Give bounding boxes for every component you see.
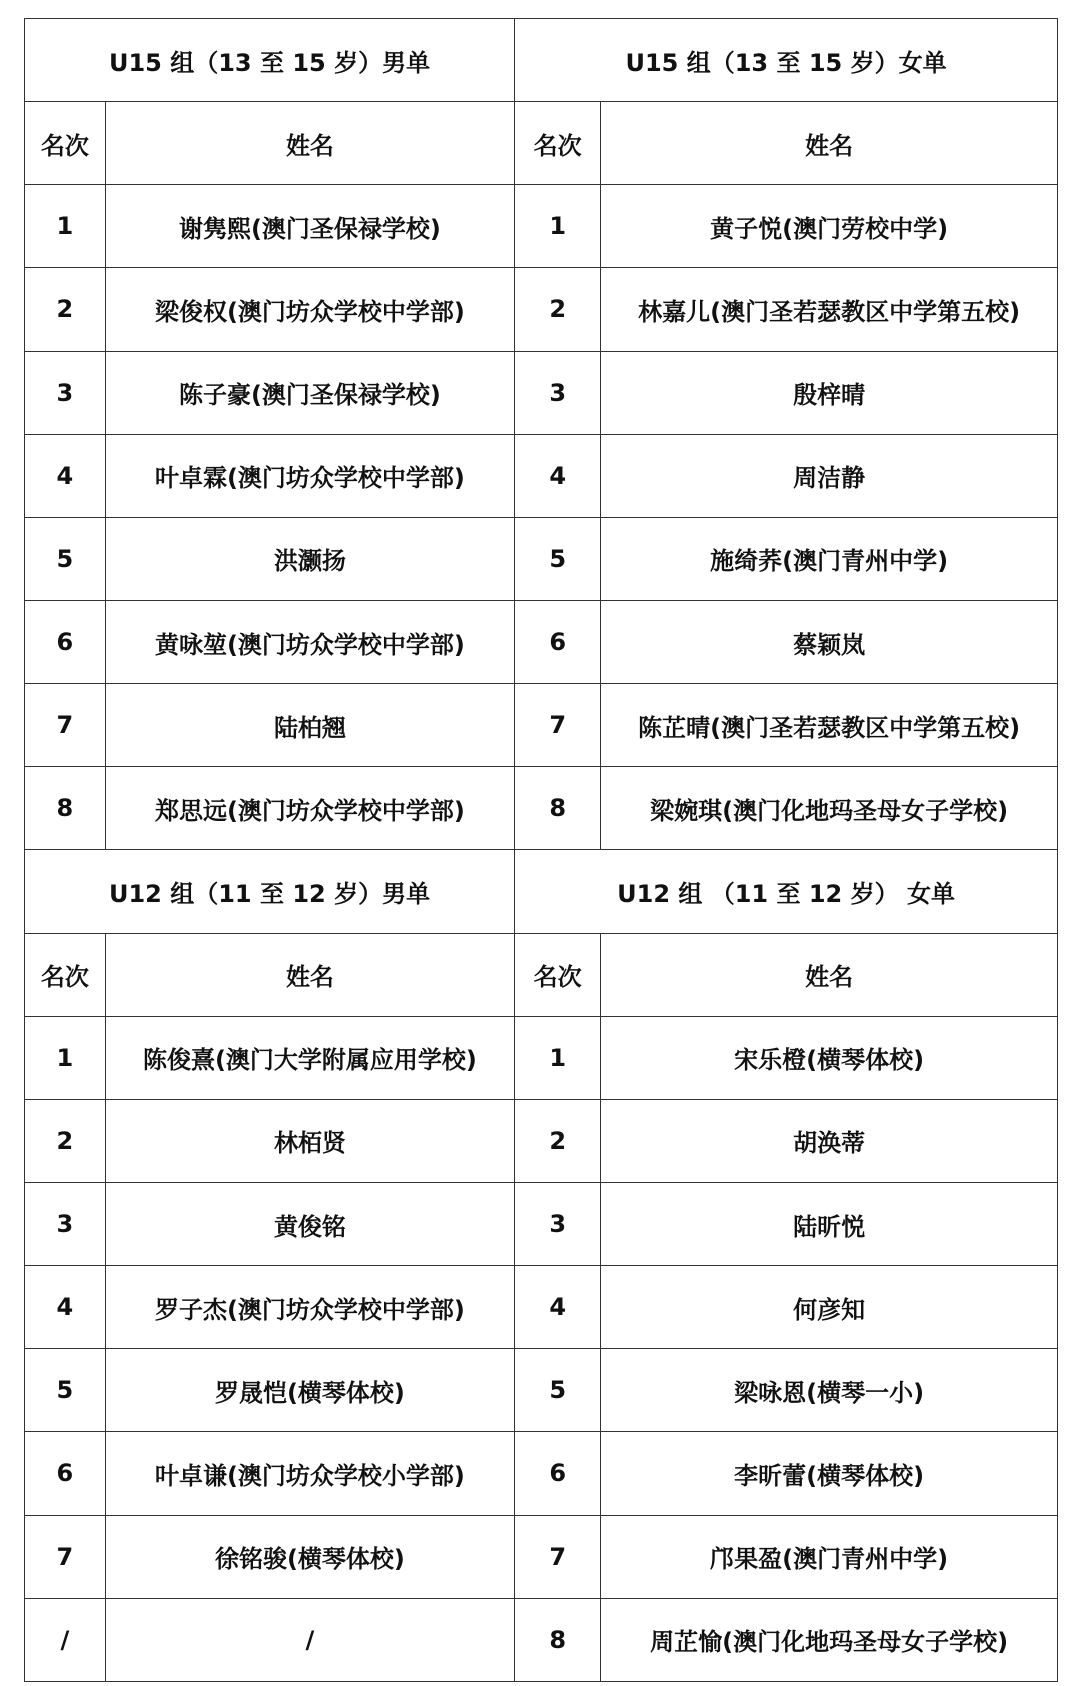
results-sheet (24, 18, 1058, 1682)
right-name-cell: 梁婉琪(澳门化地玛圣母女子学校) (601, 767, 1058, 850)
left-name-cell: 叶卓谦(澳门坊众学校小学部) (105, 1432, 514, 1515)
table-row (25, 268, 1058, 351)
table-row (25, 767, 1058, 850)
rank-header: 名次 (25, 102, 106, 185)
left-rank-cell: / (25, 1598, 106, 1681)
right-rank-cell: 6 (515, 600, 601, 683)
table-row (25, 351, 1058, 434)
left-name-cell: 陈俊熹(澳门大学附属应用学校) (105, 1016, 514, 1099)
name-header: 姓名 (105, 102, 514, 185)
left-name-cell: 陈子豪(澳门圣保禄学校) (105, 351, 514, 434)
left-rank-cell: 4 (25, 1266, 106, 1349)
name-header: 姓名 (601, 933, 1058, 1016)
left-section-title: U12 组（11 至 12 岁）男单 (25, 850, 515, 933)
name-header: 姓名 (601, 102, 1058, 185)
left-rank-cell: 7 (25, 684, 106, 767)
left-name-cell: 叶卓霖(澳门坊众学校中学部) (105, 434, 514, 517)
table-row (25, 434, 1058, 517)
right-name-cell: 陆昕悦 (601, 1182, 1058, 1265)
right-section-title: U15 组（13 至 15 岁）女单 (515, 19, 1058, 102)
right-rank-cell: 8 (515, 1598, 601, 1681)
left-name-cell: 陆柏翘 (105, 684, 514, 767)
table-row (25, 1266, 1058, 1349)
column-header-row (25, 933, 1058, 1016)
left-rank-cell: 6 (25, 1432, 106, 1515)
right-rank-cell: 6 (515, 1432, 601, 1515)
right-name-cell: 殷梓晴 (601, 351, 1058, 434)
right-name-cell: 周洁静 (601, 434, 1058, 517)
left-rank-cell: 6 (25, 600, 106, 683)
right-name-cell: 梁咏恩(横琴一小) (601, 1349, 1058, 1432)
right-name-cell: 施绮荞(澳门青州中学) (601, 517, 1058, 600)
column-header-row (25, 102, 1058, 185)
left-rank-cell: 5 (25, 1349, 106, 1432)
left-name-cell: 洪灏扬 (105, 517, 514, 600)
left-name-cell: 谢隽熙(澳门圣保禄学校) (105, 185, 514, 268)
right-rank-cell: 3 (515, 351, 601, 434)
name-header: 姓名 (105, 933, 514, 1016)
right-rank-cell: 2 (515, 268, 601, 351)
left-name-cell: / (105, 1598, 514, 1681)
left-name-cell: 梁俊权(澳门坊众学校中学部) (105, 268, 514, 351)
right-rank-cell: 2 (515, 1099, 601, 1182)
table-row (25, 684, 1058, 767)
table-row (25, 1598, 1058, 1681)
right-name-cell: 宋乐橙(横琴体校) (601, 1016, 1058, 1099)
right-name-cell: 周芷愉(澳门化地玛圣母女子学校) (601, 1598, 1058, 1681)
right-name-cell: 陈芷晴(澳门圣若瑟教区中学第五校) (601, 684, 1058, 767)
right-name-cell: 何彦知 (601, 1266, 1058, 1349)
left-name-cell: 黄俊铭 (105, 1182, 514, 1265)
table-row (25, 1349, 1058, 1432)
rank-header: 名次 (515, 933, 601, 1016)
right-name-cell: 邝果盈(澳门青州中学) (601, 1515, 1058, 1598)
right-name-cell: 林嘉儿(澳门圣若瑟教区中学第五校) (601, 268, 1058, 351)
table-row (25, 185, 1058, 268)
table-row (25, 1182, 1058, 1265)
table-row (25, 1016, 1058, 1099)
right-rank-cell: 7 (515, 684, 601, 767)
right-rank-cell: 4 (515, 434, 601, 517)
left-rank-cell: 1 (25, 1016, 106, 1099)
right-name-cell: 胡涣蒂 (601, 1099, 1058, 1182)
left-name-cell: 徐铭骏(横琴体校) (105, 1515, 514, 1598)
right-rank-cell: 3 (515, 1182, 601, 1265)
left-name-cell: 罗子杰(澳门坊众学校中学部) (105, 1266, 514, 1349)
table-row (25, 1515, 1058, 1598)
left-rank-cell: 5 (25, 517, 106, 600)
left-name-cell: 黄咏堃(澳门坊众学校中学部) (105, 600, 514, 683)
left-rank-cell: 4 (25, 434, 106, 517)
section-title-row (25, 850, 1058, 933)
left-name-cell: 林栢贤 (105, 1099, 514, 1182)
right-rank-cell: 4 (515, 1266, 601, 1349)
right-name-cell: 李昕蕾(横琴体校) (601, 1432, 1058, 1515)
right-section-title: U12 组 （11 至 12 岁） 女单 (515, 850, 1058, 933)
table-row (25, 1099, 1058, 1182)
right-rank-cell: 8 (515, 767, 601, 850)
right-rank-cell: 1 (515, 1016, 601, 1099)
left-rank-cell: 3 (25, 1182, 106, 1265)
left-name-cell: 罗晟恺(横琴体校) (105, 1349, 514, 1432)
left-section-title: U15 组（13 至 15 岁）男单 (25, 19, 515, 102)
table-row (25, 600, 1058, 683)
left-name-cell: 郑思远(澳门坊众学校中学部) (105, 767, 514, 850)
rank-header: 名次 (515, 102, 601, 185)
results-table (24, 18, 1058, 1682)
left-rank-cell: 8 (25, 767, 106, 850)
table-row (25, 1432, 1058, 1515)
right-rank-cell: 5 (515, 517, 601, 600)
right-name-cell: 蔡颖岚 (601, 600, 1058, 683)
right-rank-cell: 7 (515, 1515, 601, 1598)
right-rank-cell: 5 (515, 1349, 601, 1432)
section-title-row (25, 19, 1058, 102)
left-rank-cell: 7 (25, 1515, 106, 1598)
left-rank-cell: 3 (25, 351, 106, 434)
left-rank-cell: 2 (25, 1099, 106, 1182)
rank-header: 名次 (25, 933, 106, 1016)
left-rank-cell: 2 (25, 268, 106, 351)
table-row (25, 517, 1058, 600)
right-rank-cell: 1 (515, 185, 601, 268)
left-rank-cell: 1 (25, 185, 106, 268)
right-name-cell: 黄子悦(澳门劳校中学) (601, 185, 1058, 268)
